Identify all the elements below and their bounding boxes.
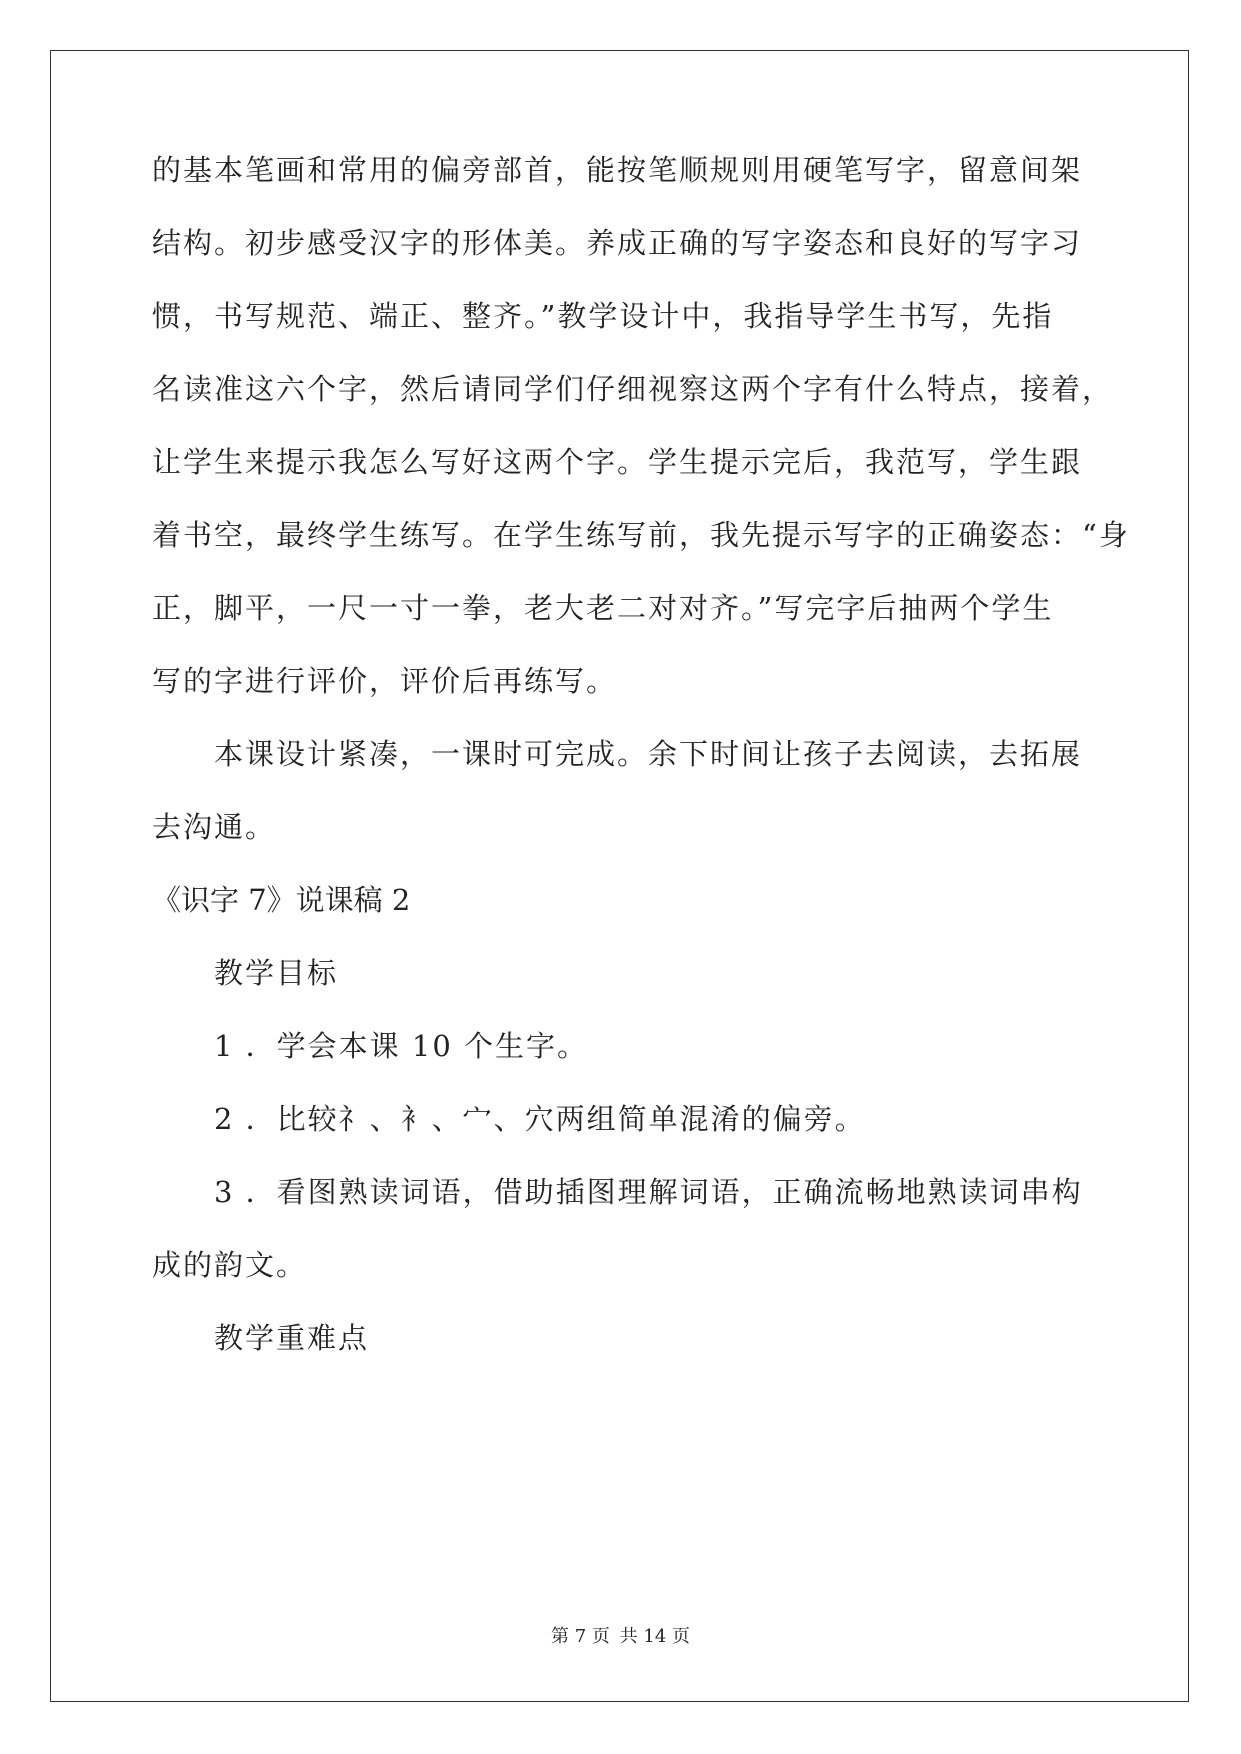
section-heading: 《识字 7》说课稿 2 [152, 883, 411, 917]
goal-item-3-continued: 成的韵文。 [152, 1248, 308, 1282]
subheading-teaching-goals: 教学目标 [214, 956, 339, 990]
page-footer [0, 1622, 1241, 1648]
paragraph-line-1: 的基本笔画和常用的偏旁部首，能按笔顺规则用硬笔写字，留意间架 [152, 153, 1083, 187]
paragraph-line-4: 名读准这六个字，然后请同学们仔细视察这两个字有什么特点，接着， [152, 372, 1114, 406]
paragraph-line-8: 写的字进行评价，评价后再练写。 [152, 664, 618, 698]
paragraph-line-2: 结构。初步感受汉字的形体美。养成正确的写字姿态和良好的写字习 [152, 226, 1083, 260]
paragraph-line-9: 本课设计紧凑，一课时可完成。余下时间让孩子去阅读，去拓展 [214, 737, 1083, 771]
goal-item-2: 2 ．比较礻、衤、宀、穴两组简单混淆的偏旁。 [214, 1102, 866, 1136]
paragraph-line-10: 去沟通。 [152, 810, 277, 844]
goal-item-3: 3 ．看图熟读词语，借助插图理解词语，正确流畅地熟读词串构 [214, 1175, 1083, 1209]
subheading-key-points: 教学重难点 [214, 1321, 370, 1355]
paragraph-line-7: 正，脚平，一尺一寸一拳，老大老二对对齐。”写完字后抽两个学生 [152, 591, 1054, 625]
goal-item-1: 1 ．学会本课 10 个生字。 [214, 1029, 589, 1063]
paragraph-line-6: 着书空，最终学生练写。在学生练写前，我先提示写字的正确姿态：“身 [152, 518, 1130, 552]
paragraph-line-5: 让学生来提示我怎么写好这两个字。学生提示完后，我范写，学生跟 [152, 445, 1083, 479]
paragraph-line-3: 惯，书写规范、端正、整齐。”教学设计中，我指导学生书写，先指 [152, 299, 1054, 333]
total-pages: 共 14 页 [619, 1626, 690, 1647]
page-number: 第 7 页 [551, 1626, 610, 1647]
